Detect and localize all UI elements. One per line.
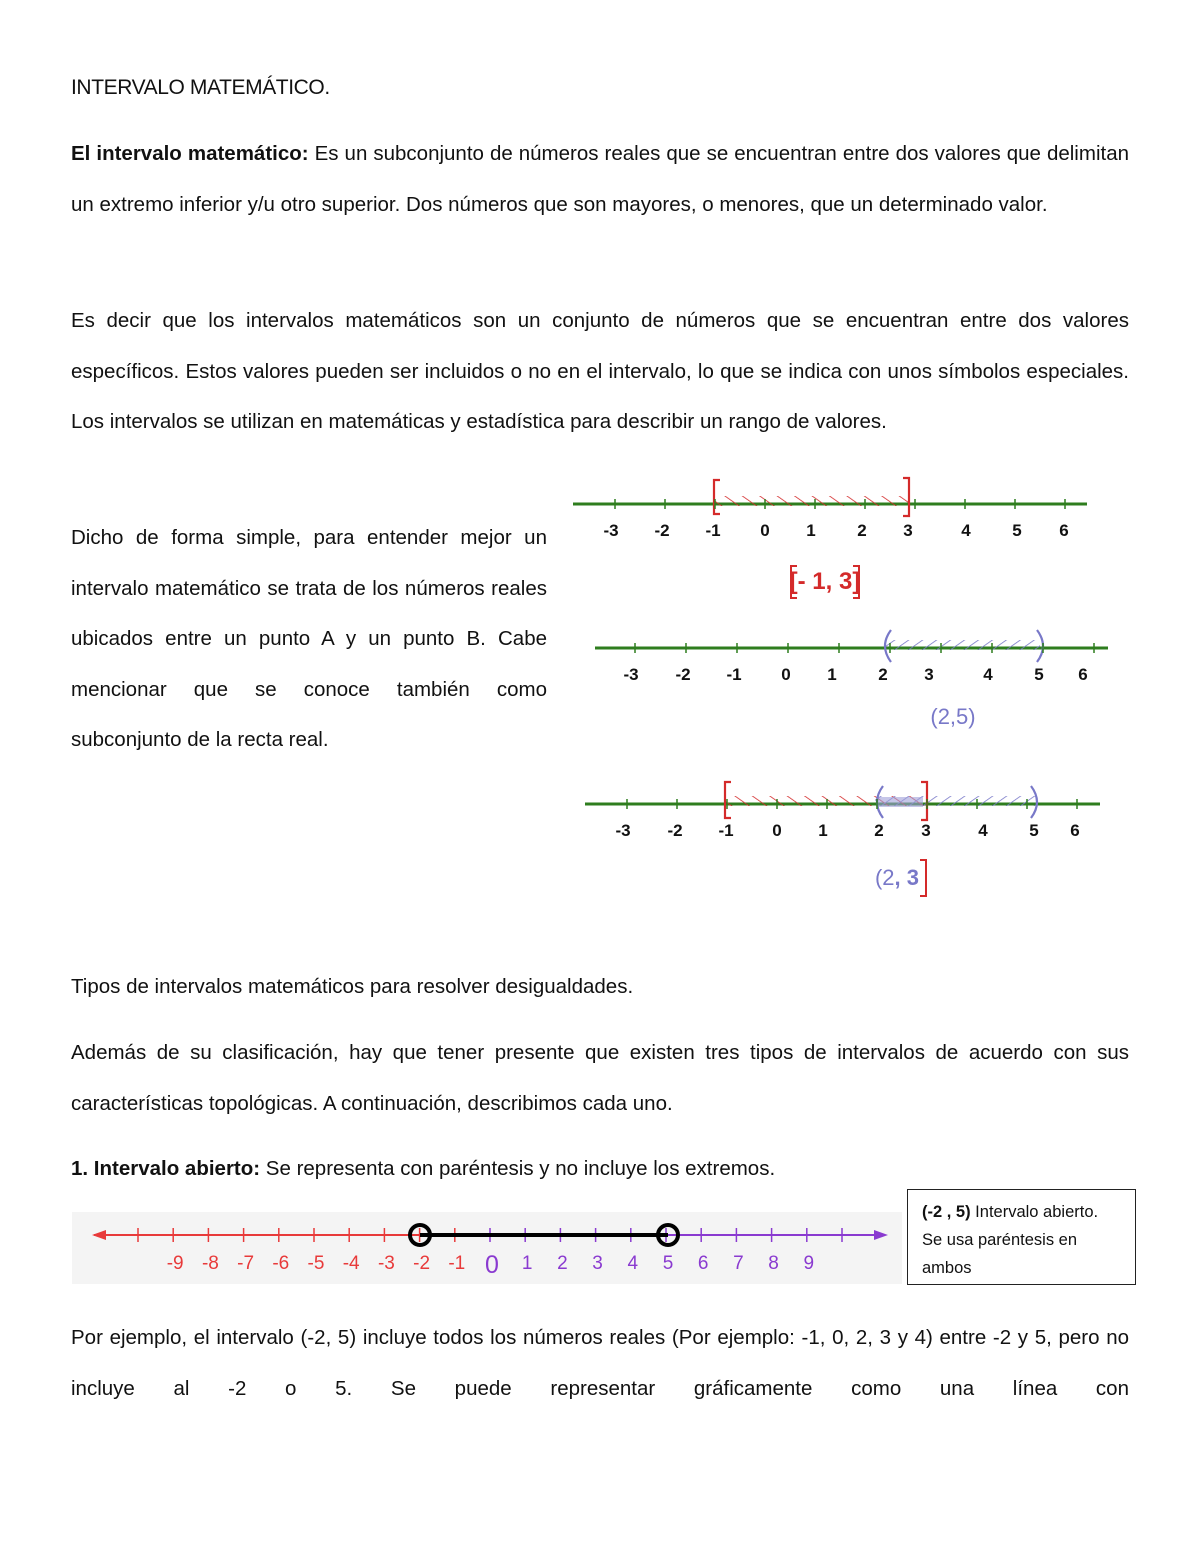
label-half-open-interval (875, 860, 926, 896)
definition-text: Es un subconjunto de números reales que se encuentran entre dos valores que delimitan un extremo inferior y/u otro superior. Dos números que son mayores, o menores, que un determinado valor. (71, 142, 1129, 216)
tick-label: -2 (654, 521, 670, 540)
tick-label: 1 (827, 665, 837, 684)
tick-label: 2 (857, 521, 867, 540)
half-open-right: 3 (900, 865, 920, 890)
note-box (907, 1189, 1136, 1285)
tick-label-positive: 8 (768, 1253, 779, 1274)
number-line-open (595, 630, 1108, 684)
tick-label-positive: 2 (557, 1253, 568, 1274)
tick-label-negative: -1 (448, 1253, 466, 1274)
tick-label-negative: -5 (307, 1253, 325, 1274)
tick-label: 5 (1029, 821, 1039, 840)
tick-label: 3 (924, 665, 934, 684)
definition-term: El intervalo matemático: (71, 142, 309, 165)
tick-label-negative: -6 (272, 1253, 290, 1274)
tick-label-positive: 9 (803, 1253, 815, 1274)
paragraph-simple: Dicho de forma simple, para entender mejor un intervalo matemático se trata de los números reales ubicados entre un punto A y un punto B. Cabe mencionar que se conoce también como subconjunto de la recta real. (71, 526, 547, 751)
tick-label-zero: 0 (485, 1251, 499, 1279)
tick-label: 5 (1012, 521, 1022, 540)
note-box-text: Intervalo abierto. Se usa paréntesis en ambos (922, 1203, 1099, 1277)
tick-label: 3 (921, 821, 931, 840)
interval-shading-red (713, 496, 909, 506)
half-open-left: (2 (874, 865, 895, 890)
tick-label: 4 (961, 521, 971, 540)
tick-label-negative: -2 (413, 1253, 431, 1274)
tick-label-negative: -4 (342, 1253, 360, 1274)
tick-label-positive: 7 (733, 1253, 744, 1274)
tick-label-positive: 6 (697, 1253, 709, 1274)
tick-label: 4 (983, 665, 993, 684)
open-interval-label: (2,5) (930, 704, 976, 729)
open-interval-title: 1. Intervalo abierto: (71, 1157, 261, 1180)
tick-label: 2 (874, 821, 884, 840)
tick-label-negative: -7 (237, 1253, 255, 1274)
tick-label: -3 (623, 665, 639, 684)
tick-label: 1 (818, 821, 828, 840)
tick-label: 5 (1034, 665, 1044, 684)
tick-label: -3 (615, 821, 631, 840)
tick-label: -1 (718, 821, 734, 840)
tick-label: -1 (705, 521, 721, 540)
tick-label-positive: 4 (627, 1253, 639, 1274)
tick-label: 6 (1070, 821, 1080, 840)
paragraph-types: Además de su clasificación, hay que tener presente que existen tres tipos de intervalos de acuerdo con sus características topológicas. A continuación, describimos cada uno. (71, 1041, 1129, 1115)
number-line-closed (573, 478, 1087, 540)
half-open-comma: , (894, 865, 901, 890)
tick-label: 1 (806, 521, 816, 540)
label-closed-interval (790, 566, 861, 598)
tick-label-positive: 5 (662, 1253, 674, 1274)
closed-interval-label: [- 1, 3] (789, 568, 861, 595)
tick-label-positive: 1 (521, 1253, 533, 1274)
interval-shading-blue (885, 640, 1040, 650)
tick-label-negative: -3 (377, 1253, 395, 1274)
open-interval-item (71, 1144, 1129, 1195)
tick-label: 4 (978, 821, 988, 840)
tick-label-negative: -8 (201, 1253, 219, 1274)
open-interval-number-line (72, 1212, 902, 1284)
interval-figure (565, 470, 1125, 910)
paragraph-definition (71, 129, 1129, 230)
tick-label: 2 (878, 665, 888, 684)
tick-label-positive: 3 (592, 1253, 603, 1274)
open-interval-description: Se representa con paréntesis y no incluye los extremos. (260, 1157, 776, 1180)
tick-label: 6 (1059, 521, 1069, 540)
tick-label: 6 (1078, 665, 1088, 684)
tick-label: -1 (726, 665, 742, 684)
page-title: INTERVALO MATEMÁTICO. (71, 76, 330, 99)
paragraph-example: Por ejemplo, el intervalo (-2, 5) incluye todos los números reales (Por ejemplo: -1, 0, 2, 3 y 4) entre -2 y 5, pero no incluye al -2 o 5. Se puede representar gráficamente como una línea con (71, 1326, 1129, 1400)
tick-label: 0 (760, 521, 770, 540)
paragraph-explanation: Es decir que los intervalos matemáticos son un conjunto de números que se encuentran entre dos valores específicos. Estos valores pueden ser incluidos o no en el intervalo, lo que se indica con unos símbolos especiales. Los intervalos se utilizan en matemáticas y estadística para describir un rango de valores. (71, 309, 1129, 433)
tick-label: -2 (675, 665, 691, 684)
tick-label: 0 (781, 665, 791, 684)
tick-label: -2 (667, 821, 683, 840)
note-box-interval: (-2 , 5) (922, 1203, 971, 1221)
section-heading-types: Tipos de intervalos matemáticos para resolver desigualdades. (71, 975, 634, 998)
tick-label: 0 (772, 821, 782, 840)
tick-label: 3 (903, 521, 913, 540)
number-line-intersection (585, 782, 1100, 840)
half-open-interval-label (875, 865, 919, 890)
tick-label: -3 (603, 521, 619, 540)
tick-label-negative: -9 (166, 1253, 184, 1274)
